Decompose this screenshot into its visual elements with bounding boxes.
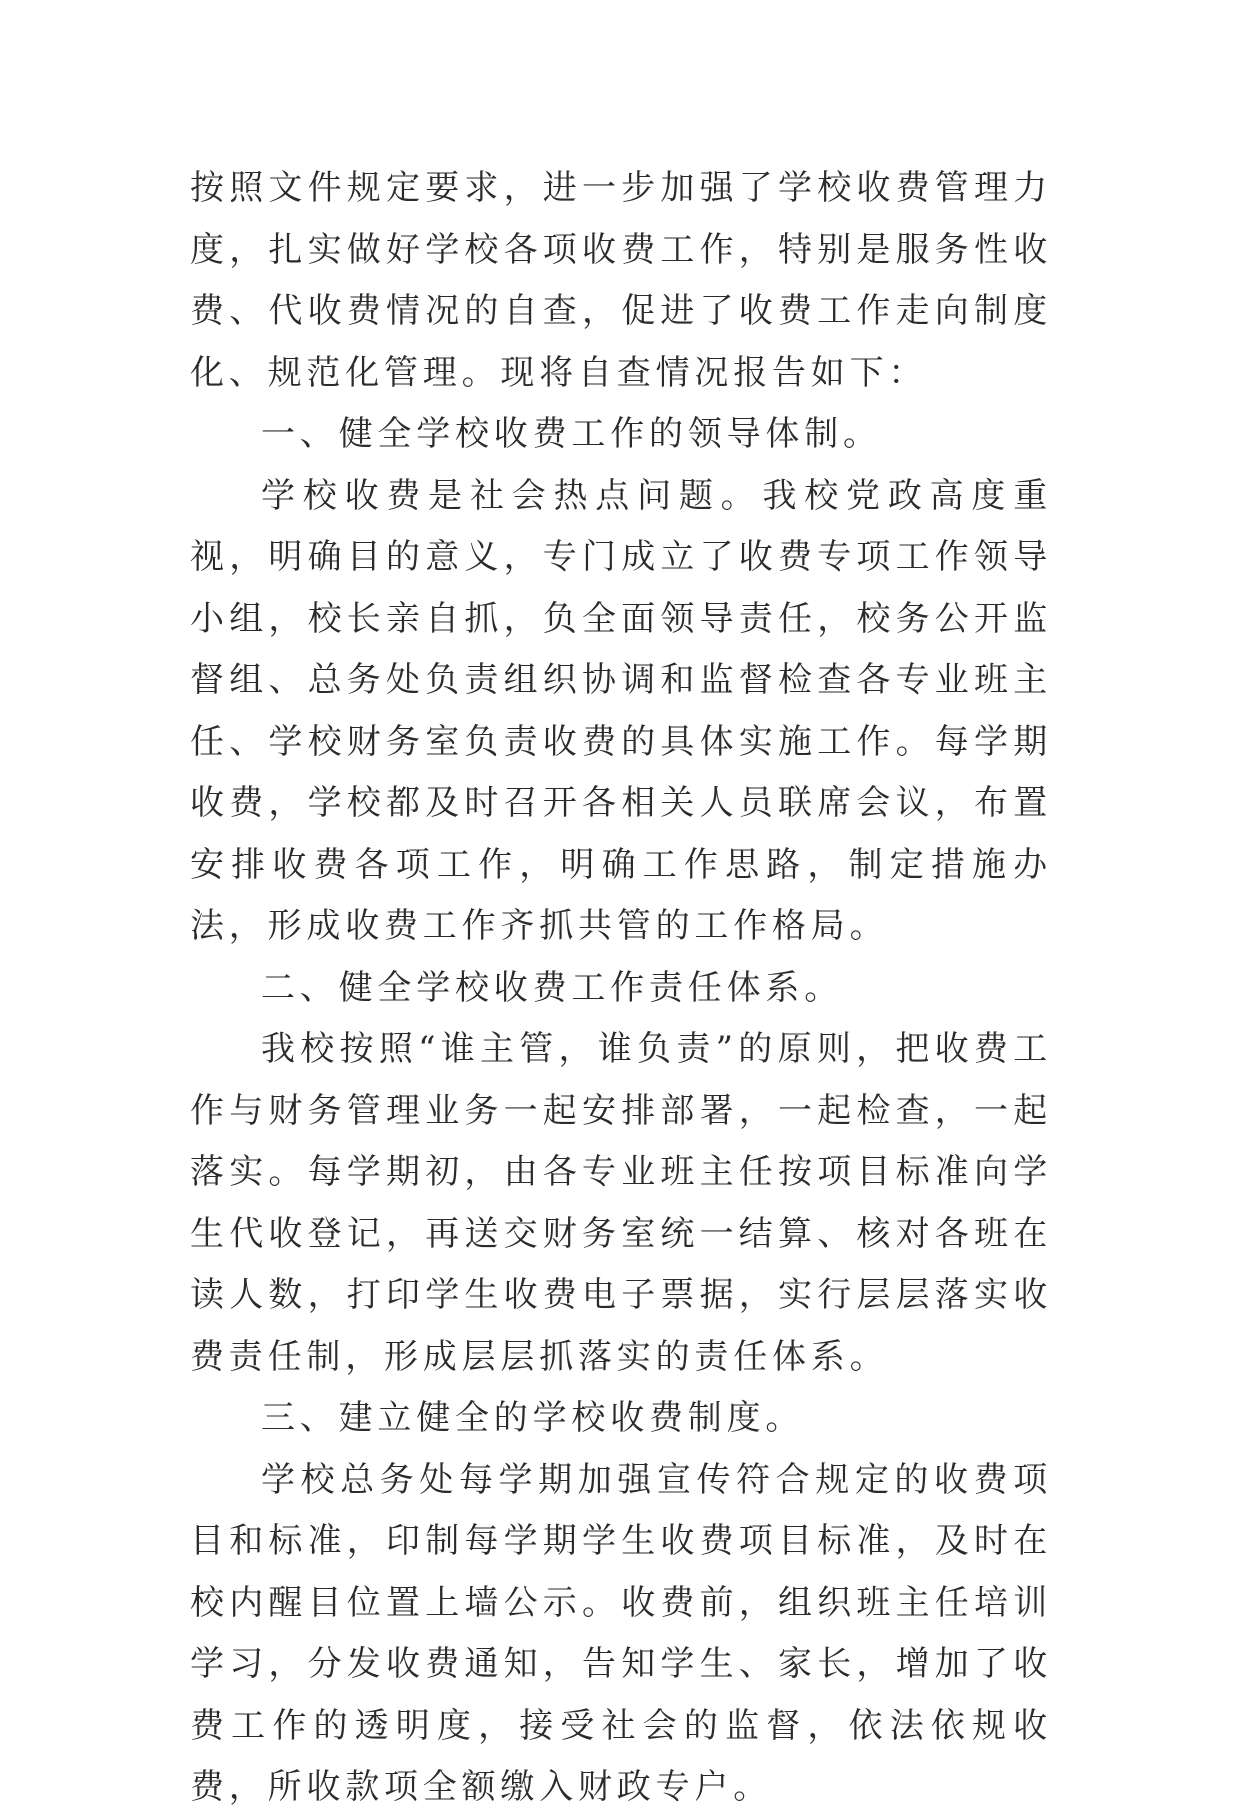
paragraph-section-1: 学校收费是社会热点问题。我校党政高度重视，明确目的意义，专门成立了收费专项工作领导小组，校长亲自抓，负全面领导责任，校务公开监督组、总务处负责组织协调和监督检查各专业班主任、学校财务室负责收费的具体实施工作。每学期收费，学校都及时召开各相关人员联席会议，布置安排收费各项工作，明确工作思路，制定措施办法，形成收费工作齐抓共管的工作格局。 — [190, 475, 1052, 946]
paragraph-section-2: 我校按照“谁主管，谁负责”的原则，把收费工作与财务管理业务一起安排部署，一起检查，一起落实。每学期初，由各专业班主任按项目标准向学生代收登记，再送交财务室统一结算、核对各班在读人数，打印学生收费电子票据，实行层层落实收费责任制，形成层层抓落实的责任体系。 — [190, 1029, 1052, 1377]
paragraph-intro: 按照文件规定要求，进一步加强了学校收费管理力度，扎实做好学校各项收费工作，特别是服务性收费、代收费情况的自查，促进了收费工作走向制度化、规范化管理。现将自查情况报告如下： — [190, 168, 1052, 393]
document-body — [190, 158, 1052, 1819]
heading-section-1: 一、健全学校收费工作的领导体制。 — [261, 414, 882, 454]
heading-section-2: 二、健全学校收费工作责任体系。 — [261, 967, 843, 1008]
heading-section-3: 三、建立健全的学校收费制度。 — [261, 1398, 805, 1438]
paragraph-section-3: 学校总务处每学期加强宣传符合规定的收费项目和标准，印制每学期学生收费项目标准，及时在校内醒目位置上墙公示。收费前，组织班主任培训学习，分发收费通知，告知学生、家长，增加了收费工作的透明度，接受社会的监督，依法依规收费，所收款项全额缴入财政专户。 — [190, 1459, 1052, 1807]
